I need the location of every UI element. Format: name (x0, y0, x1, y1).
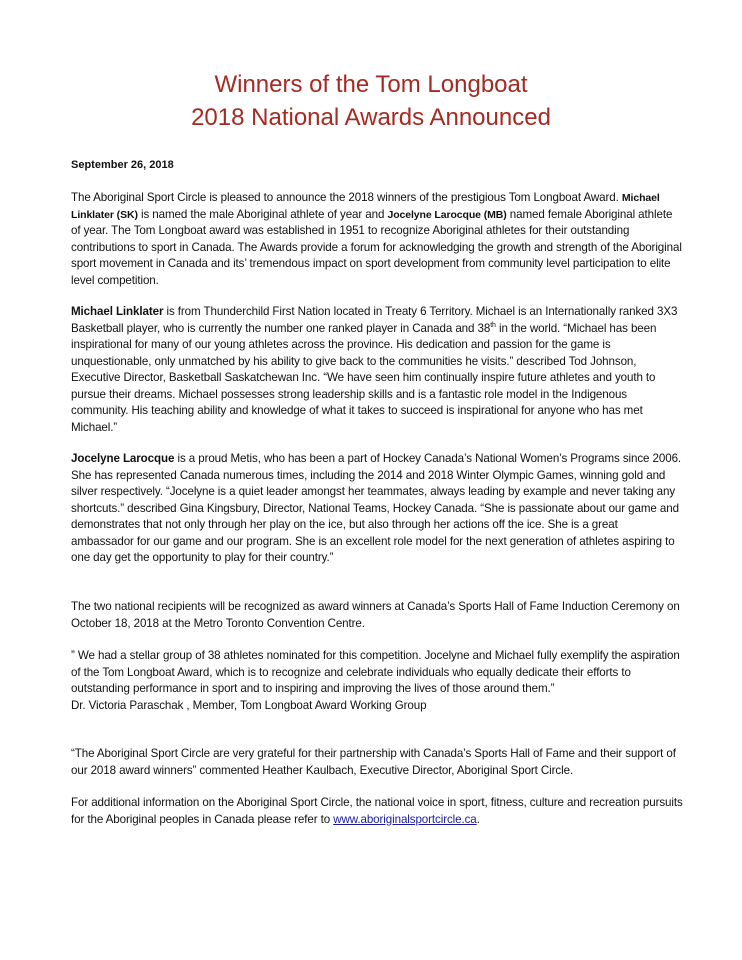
larocque-paragraph (71, 451, 683, 567)
ordinal-suffix: th (490, 321, 496, 329)
intro-text-c: named female Aboriginal athlete of year. The Tom Longboat award was established in 1951 to recognize Aboriginal athletes for their outstanding contributions to sport in Canada. The Awards provide a forum for acknowledging the growth and strength of the Aboriginal sport movement in Canada and its’ tremendous impact on sport development from community level participation to elite level competition. (71, 207, 682, 287)
gratitude-paragraph: “The Aboriginal Sport Circle are very grateful for their partnership with Canada’s Sports Hall of Fame and their support of our 2018 award winners” commented Heather Kaulbach, Executive Director, Aboriginal Sport Circle. (71, 747, 676, 777)
intro-text-b: is named the male Aboriginal athlete of year and (137, 207, 388, 221)
intro-paragraph (71, 190, 683, 289)
larocque-text: is a proud Metis, who has been a part of Hockey Canada’s National Women’s Programs since 2006. She has represented Canada numerous times, including the 2014 and 2018 Winter Olympic Games, winning gold and silver respectively. “Jocelyne is a quiet leader amongst her teammates, always leading by example and never taking any shortcuts.” described Gina Kingsbury, Director, National Teams, Hockey Canada. “She is passionate about our game and demonstrates that not only through her play on the ice, but also through her actions off the ice. She is a great ambassador for our game and our program. She is an excellent role model for the next generation of athletes aspiring to one day get the opportunity to play for their country.” (71, 452, 682, 564)
contact-paragraph (71, 795, 683, 828)
linklater-text-a: is from Thunderchild First Nation located in Treaty 6 Territory. Michael is an Internationally ranked 3X3 Basketball player, who is currently the number one ranked player in Canada and 38 (71, 305, 678, 335)
male-winner-name: Michael Linklater (SK) (71, 192, 660, 221)
larocque-name: Jocelyne Larocque (71, 452, 175, 465)
contact-text-b: . (476, 812, 480, 826)
linklater-name: Michael Linklater (71, 305, 164, 318)
quote-attribution: Dr. Victoria Paraschak , Member, Tom Longboat Award Working Group (71, 698, 427, 712)
quote-paragraph (71, 648, 683, 714)
contact-text-a: For additional information on the Aboriginal Sport Circle, the national voice in sport, fitness, culture and recreation pursuits for the Aboriginal peoples in Canada please refer to (71, 796, 683, 826)
linklater-paragraph (71, 304, 683, 436)
intro-text-a: The Aboriginal Sport Circle is pleased to announce the 2018 winners of the prestigious Tom Longboat Award. (71, 191, 622, 204)
headline-line-2: 2018 National Awards Announced (191, 104, 551, 131)
ceremony-paragraph: The two national recipients will be recognized as award winners at Canada’s Sports Hall of Fame Induction Ceremony on October 18, 2018 at the Metro Toronto Convention Centre. (71, 600, 680, 630)
female-winner-name: Jocelyne Larocque (MB) (387, 208, 507, 221)
quote-text: ” We had a stellar group of 38 athletes nominated for this competition. Jocelyne and Michael fully exemplify the aspiration of the Tom Longboat Award, which is to recognize and celebrate individuals who equally dedicate their efforts to outstanding performance in sport and to inspiring and improving the lives of those around them.” (71, 649, 680, 695)
linklater-text-b: in the world. “Michael has been inspirational for many of our young athletes across the province. His dedication and passion for the game is unquestionable, only unmatched by his ability to give back to the communities he visits.” described Tod Johnson, Executive Director, Basketball Saskatchewan Inc. “We have seen him continually inspire future athletes and youth to pursue their dreams. Michael possesses strong leadership skills and is a fantastic role model in the Indigenous community. His teaching ability and knowledge of what it takes to succeed is inspirational for anyone who has met Michael.” (71, 321, 657, 434)
website-link[interactable]: www.aboriginalsportcircle.ca (333, 812, 477, 826)
release-date: September 26, 2018 (71, 159, 174, 171)
headline-line-1: Winners of the Tom Longboat (214, 71, 528, 98)
